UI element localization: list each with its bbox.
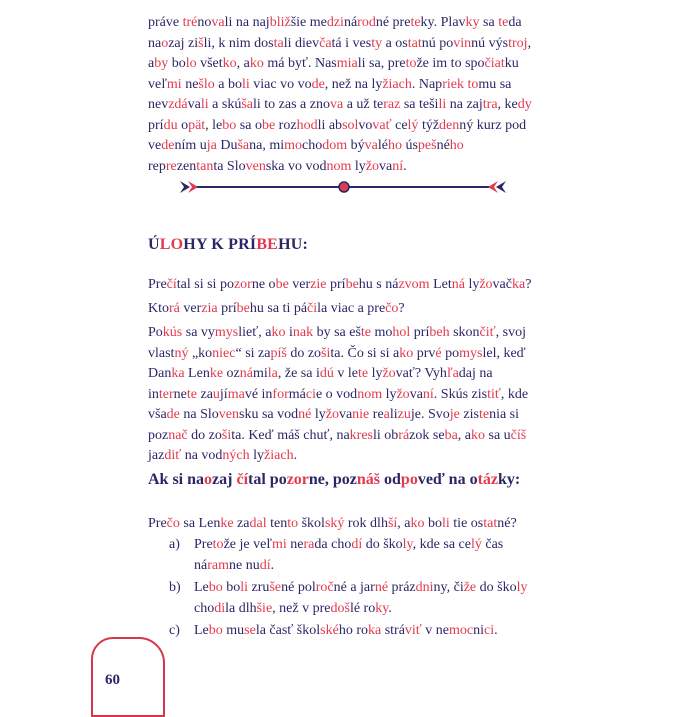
highlighted-syllable: žo bbox=[382, 366, 396, 381]
highlighted-syllable: náš bbox=[356, 471, 381, 488]
highlighted-syllable: ke bbox=[209, 366, 224, 381]
highlighted-syllable: o bbox=[161, 35, 169, 51]
highlighted-syllable: či bbox=[307, 301, 318, 316]
highlighted-syllable: ram bbox=[207, 557, 229, 573]
highlighted-syllable: se bbox=[244, 623, 256, 638]
highlighted-syllable: ša bbox=[241, 97, 253, 112]
highlighted-syllable: la bbox=[267, 366, 278, 381]
highlighted-syllable: čí bbox=[236, 471, 249, 488]
highlighted-syllable: zor bbox=[233, 277, 252, 292]
highlighted-syllable: doš bbox=[330, 600, 350, 616]
highlighted-syllable: nom bbox=[357, 386, 383, 402]
highlighted-syllable: dy bbox=[517, 97, 532, 112]
highlighted-syllable: va bbox=[211, 15, 225, 30]
page-number-tab bbox=[91, 637, 165, 717]
highlighted-syllable: du bbox=[163, 117, 178, 133]
highlighted-syllable: ho bbox=[449, 138, 464, 153]
highlighted-syllable: ci bbox=[305, 386, 316, 402]
quiz-heading: Ak si naozaj čítal pozorne, poznáš odpoveď na otázky: bbox=[148, 471, 521, 488]
highlighted-syllable: sol bbox=[342, 117, 359, 133]
highlighted-syllable: bo bbox=[208, 623, 223, 638]
highlighted-syllable: de bbox=[166, 407, 180, 422]
highlighted-syllable: riek bbox=[442, 76, 464, 92]
highlighted-syllable: be bbox=[275, 277, 289, 292]
highlighted-syllable: lo bbox=[185, 56, 197, 71]
highlighted-syllable: ský bbox=[324, 516, 345, 531]
highlighted-syllable: š bbox=[198, 35, 204, 51]
question-3: Pokús sa vymyslieť, ako inak by sa ešte mohol príbeh skončiť, svoj vlastný „koniec“ si zapíš do zošita. Čo si si ako prvé pomyslel, keď Danka Lenke oznámila, že sa idú v lete lyžovať? Vyhľadaj na internete zaujímavé informácie o vodnom lyžovaní. Skús zistiť, kde všade na Slovensku sa vodné lyžovanie realizuje. Svoje zistenia si poznač do zošita. Keď máš chuť, nakresli obrázok seba, ako sa učíš jazdiť na vodných lyžiach. bbox=[148, 325, 529, 463]
highlighted-syllable: ho bbox=[387, 138, 402, 153]
highlighted-syllable: ní bbox=[422, 386, 434, 402]
story-paragraph: práve trénovali na najbližšie medzinárodné preteky. Plavky sa teda naozaj zišli, k nim dostali dievčatá i vesty a ostatnú povinnú výstroj, aby bolo všetko, ako má byť. Nasmiali sa, pretože im to spočiatku veľmi nešlo a boli viac vo vode, než na lyžiach. Napriek tomu sa nevzdávali a skúšali to zas a znova a už teraz sa tešili na zajtra, kedy prídu opät, lebo sa obe rozhodli absolvovať celý týždenný kurz pod vedením uja Dušana, mimochodom bývalého úspešného reprezentanta Slovenska vo vodnom lyžovaní. bbox=[148, 15, 532, 174]
highlighted-syllable: čiť bbox=[479, 325, 496, 340]
ornamental-divider bbox=[176, 176, 510, 198]
highlighted-syllable: te bbox=[360, 325, 372, 340]
highlighted-syllable: to bbox=[212, 537, 224, 552]
highlighted-syllable: niec bbox=[212, 345, 236, 361]
highlighted-syllable: de bbox=[161, 138, 175, 153]
highlighted-syllable: lý bbox=[470, 537, 482, 552]
divider-center-dot bbox=[339, 182, 349, 192]
highlighted-syllable: nak bbox=[292, 325, 314, 340]
highlighted-syllable: ša bbox=[237, 138, 250, 153]
highlighted-syllable: še bbox=[269, 580, 282, 595]
highlighted-syllable: ko bbox=[399, 345, 414, 361]
highlighted-syllable: ky bbox=[375, 600, 389, 616]
highlighted-syllable: ka bbox=[367, 623, 382, 638]
question-1: Prečítal si si pozorne obe verzie príbehu s názvom Letná lyžovačka? bbox=[148, 277, 532, 292]
highlighted-syllable: li bbox=[438, 97, 447, 112]
highlighted-syllable: ko bbox=[410, 516, 425, 531]
highlighted-syllable: beh bbox=[429, 325, 450, 340]
quiz-question: Prečo sa Lenke zadal tento školský rok dlhší, ako boli tie ostatné? bbox=[148, 516, 517, 531]
highlighted-syllable: lý bbox=[407, 117, 419, 133]
highlighted-syllable: ná bbox=[239, 366, 253, 381]
highlighted-syllable: ta bbox=[273, 35, 284, 51]
highlighted-syllable: žo bbox=[396, 386, 410, 402]
highlighted-syllable: dzi bbox=[326, 15, 344, 30]
highlighted-syllable: viť bbox=[404, 623, 422, 638]
highlighted-syllable: ko bbox=[249, 56, 264, 71]
highlighted-syllable: žiach bbox=[264, 448, 294, 463]
highlighted-syllable: dni bbox=[415, 580, 434, 595]
highlighted-syllable: zor bbox=[286, 471, 309, 488]
highlighted-syllable: di bbox=[214, 600, 226, 616]
option-letter: c) bbox=[169, 623, 180, 638]
highlighted-syllable: bliž bbox=[269, 15, 291, 30]
highlighted-syllable: te bbox=[498, 15, 509, 30]
highlighted-syllable: zvom bbox=[398, 277, 430, 292]
highlighted-syllable: raz bbox=[383, 97, 401, 112]
question-2: Ktorá verzia príbehu sa ti páčila viac a prečo? bbox=[148, 301, 405, 316]
highlighted-syllable: tra bbox=[482, 97, 498, 112]
highlighted-syllable: vať bbox=[372, 117, 392, 133]
highlighted-syllable: dal bbox=[249, 516, 267, 531]
highlighted-syllable: be bbox=[236, 301, 250, 316]
highlighted-syllable: va bbox=[329, 97, 344, 112]
highlighted-syllable: u bbox=[212, 386, 220, 402]
highlighted-syllable: li bbox=[442, 516, 450, 531]
highlighted-syllable: re bbox=[165, 158, 177, 174]
highlighted-syllable: bo bbox=[208, 580, 223, 595]
highlighted-syllable: je bbox=[449, 407, 460, 422]
highlighted-syllable: dú bbox=[319, 366, 334, 381]
highlighted-syllable: li bbox=[200, 97, 209, 112]
highlighted-syllable: bo bbox=[222, 117, 237, 133]
highlighted-syllable: žo bbox=[325, 407, 339, 422]
divider-arrow-right bbox=[496, 181, 506, 193]
highlighted-syllable: mys bbox=[459, 345, 483, 361]
highlighted-syllable: tan bbox=[196, 158, 214, 174]
option-letter: a) bbox=[169, 537, 180, 552]
highlighted-syllable: ši bbox=[221, 427, 232, 443]
highlighted-syllable: ly bbox=[402, 537, 413, 552]
highlighted-syllable: te bbox=[186, 386, 197, 402]
highlighted-syllable: tiť bbox=[487, 386, 501, 402]
highlighted-syllable: moc bbox=[449, 623, 474, 638]
option-letter: b) bbox=[169, 580, 181, 595]
highlighted-syllable: li bbox=[241, 76, 250, 92]
highlighted-syllable: po bbox=[400, 471, 418, 488]
highlighted-syllable: ven bbox=[245, 158, 266, 174]
highlighted-syllable: ter bbox=[158, 386, 174, 402]
highlighted-syllable: ko bbox=[271, 325, 286, 340]
highlighted-syllable: peš bbox=[417, 138, 437, 153]
highlighted-syllable: to bbox=[467, 76, 479, 92]
highlighted-syllable: ko bbox=[471, 427, 485, 443]
highlighted-syllable: hod bbox=[296, 117, 318, 133]
option-text: Lebo boli zrušené polročné a jarné prázdniny, čiže do školy chodila dlhšie, než v predošlé roky. bbox=[194, 580, 528, 616]
highlighted-syllable: pät bbox=[188, 117, 206, 133]
highlighted-syllable: ven bbox=[218, 407, 239, 422]
highlighted-syllable: mi bbox=[272, 537, 287, 552]
highlighted-syllable: zia bbox=[201, 301, 218, 316]
highlighted-syllable: nač bbox=[168, 427, 188, 443]
highlighted-syllable: žo bbox=[479, 277, 493, 292]
highlighted-syllable: kús bbox=[162, 325, 183, 340]
highlighted-syllable: diť bbox=[164, 448, 182, 463]
highlighted-syllable: mia bbox=[336, 56, 358, 71]
highlighted-syllable: ko bbox=[222, 56, 237, 71]
highlighted-syllable: li bbox=[240, 580, 249, 595]
highlighted-syllable: é bbox=[435, 345, 442, 361]
highlighted-syllable: ba bbox=[444, 427, 458, 443]
highlighted-syllable: ľa bbox=[446, 366, 459, 381]
highlighted-syllable: ské bbox=[320, 623, 339, 638]
highlighted-syllable: to bbox=[405, 56, 417, 71]
highlighted-syllable: mo bbox=[284, 138, 303, 153]
highlighted-syllable: for bbox=[272, 386, 289, 402]
highlighted-syllable: ka bbox=[511, 277, 526, 292]
highlighted-syllable: ja bbox=[206, 138, 217, 153]
highlighted-syllable: né bbox=[374, 580, 389, 595]
section-heading: ÚLOHY K PRÍBEHU: bbox=[148, 236, 308, 253]
highlighted-syllable: žiach bbox=[382, 76, 412, 92]
highlighted-syllable: ky bbox=[465, 15, 480, 30]
highlighted-syllable: dí bbox=[351, 537, 363, 552]
highlighted-syllable: dí bbox=[259, 557, 271, 573]
option-text: Lebo musela časť školského roka stráviť v nemocnici. bbox=[194, 623, 498, 638]
highlighted-syllable: troj bbox=[508, 35, 528, 51]
highlighted-syllable: zu bbox=[397, 407, 411, 422]
highlighted-syllable: čo bbox=[385, 301, 399, 316]
highlighted-syllable: rá bbox=[398, 427, 410, 443]
highlighted-syllable: rá bbox=[169, 301, 180, 316]
highlighted-syllable: BE bbox=[256, 236, 279, 253]
highlighted-syllable: ke bbox=[220, 516, 234, 531]
highlighted-syllable: vin bbox=[453, 35, 472, 51]
highlighted-syllable: ci bbox=[484, 623, 495, 638]
highlighted-syllable: be bbox=[261, 117, 276, 133]
highlighted-syllable: né bbox=[298, 407, 312, 422]
highlighted-syllable: LO bbox=[159, 236, 184, 253]
highlighted-syllable: be bbox=[345, 277, 359, 292]
highlighted-syllable: čiat bbox=[484, 56, 505, 71]
highlighted-syllable: ní bbox=[392, 158, 404, 174]
highlighted-syllable: šlo bbox=[198, 76, 215, 92]
highlighted-syllable: zdá bbox=[168, 97, 188, 112]
highlighted-syllable: nom bbox=[326, 158, 352, 174]
highlighted-syllable: to bbox=[287, 516, 299, 531]
highlighted-syllable: a bbox=[383, 407, 390, 422]
highlighted-syllable: ný bbox=[174, 345, 189, 361]
highlighted-syllable: va bbox=[364, 138, 378, 153]
highlighted-syllable: ly bbox=[516, 580, 528, 595]
highlighted-syllable: nie bbox=[352, 407, 370, 422]
highlighted-syllable: hol bbox=[392, 325, 411, 340]
highlighted-syllable: šie bbox=[256, 600, 273, 616]
divider-arrow-left bbox=[180, 181, 190, 193]
option-text: Pretože je veľmi nerada chodí do školy, kde sa celý čas náramne nudí. bbox=[194, 537, 504, 573]
highlighted-syllable: te bbox=[410, 15, 421, 30]
highlighted-syllable: kres bbox=[349, 427, 373, 443]
highlighted-syllable: roč bbox=[315, 580, 334, 595]
highlighted-syllable: dom bbox=[322, 138, 348, 153]
highlighted-syllable: čo bbox=[166, 516, 180, 531]
highlighted-syllable: ty bbox=[371, 35, 383, 51]
highlighted-syllable: te bbox=[357, 366, 369, 381]
highlighted-syllable: tat bbox=[407, 35, 422, 51]
highlighted-syllable: zie bbox=[310, 277, 327, 292]
highlighted-syllable: tré bbox=[182, 15, 198, 30]
highlighted-syllable: ka bbox=[171, 366, 185, 381]
highlighted-syllable: o bbox=[204, 471, 213, 488]
highlighted-syllable: že bbox=[463, 580, 477, 595]
highlighted-syllable: ča bbox=[319, 35, 332, 51]
highlighted-syllable: píš bbox=[270, 345, 287, 361]
highlighted-syllable: rod bbox=[357, 15, 376, 30]
highlighted-syllable: mys bbox=[214, 325, 239, 340]
highlighted-syllable: te bbox=[478, 407, 490, 422]
highlighted-syllable: mi bbox=[166, 76, 182, 92]
highlighted-syllable: ma bbox=[227, 386, 245, 402]
highlighted-syllable: ší bbox=[387, 516, 398, 531]
highlighted-syllable: žo bbox=[365, 158, 379, 174]
highlighted-syllable: ši bbox=[321, 345, 331, 361]
highlighted-syllable: ných bbox=[222, 448, 250, 463]
highlighted-syllable: ra bbox=[303, 537, 315, 552]
highlighted-syllable: den bbox=[439, 117, 460, 133]
highlighted-syllable: tat bbox=[483, 516, 498, 531]
highlighted-syllable: de bbox=[311, 76, 325, 92]
highlighted-syllable: by bbox=[154, 56, 169, 71]
highlighted-syllable: čí bbox=[166, 277, 177, 292]
highlighted-syllable: táz bbox=[477, 471, 498, 488]
highlighted-syllable: číš bbox=[510, 427, 527, 443]
highlighted-syllable: ná bbox=[451, 277, 465, 292]
page-number: 60 bbox=[105, 672, 120, 688]
